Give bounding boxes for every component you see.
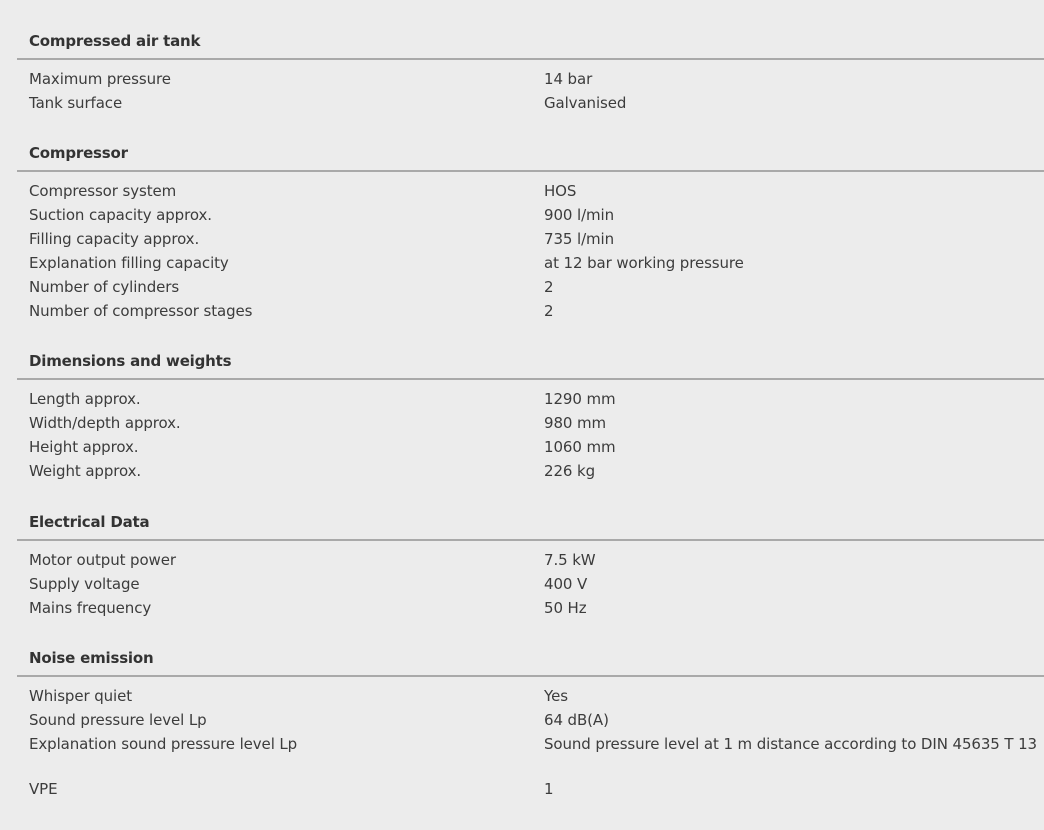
section-title: Compressed air tank [29,32,201,50]
section-title: Compressor [29,144,128,162]
spec-label: Tank surface [29,94,123,112]
section-dimensions-and-weights [17,320,1044,483]
section-noise-emission [17,617,1044,756]
spec-row-explanation-sound-pressure-level [17,732,1044,756]
section-header [17,320,1044,380]
section-compressor [17,112,1044,323]
spec-label: Length approx. [29,390,141,408]
section-header [17,0,1044,60]
spec-row-vpe [17,777,1044,801]
spec-row-sound-pressure-level [17,708,1044,732]
section-title: Electrical Data [29,513,150,531]
spec-label: Motor output power [29,551,176,569]
spec-row-weight [17,459,1044,483]
spec-row-filling-capacity [17,227,1044,251]
spec-row-length [17,387,1044,411]
spec-row-number-of-cylinders [17,275,1044,299]
spec-label: VPE [29,780,58,798]
section-header [17,481,1044,541]
spec-value: 14 bar [544,70,593,88]
section-compressed-air-tank [17,0,1044,115]
spec-value: 226 kg [544,462,596,480]
spec-value: HOS [544,182,577,200]
spec-value: Sound pressure level at 1 m distance according to DIN 45635 T 13 [544,735,1038,753]
spec-label: Mains frequency [29,599,152,617]
spec-label: Number of compressor stages [29,302,253,320]
spec-row-suction-capacity [17,203,1044,227]
spec-value: 7.5 kW [544,551,596,569]
spec-label: Weight approx. [29,462,142,480]
spec-value: at 12 bar working pressure [544,254,744,272]
spec-label: Number of cylinders [29,278,180,296]
spec-label: Maximum pressure [29,70,171,88]
spec-value: 1290 mm [544,390,616,408]
spec-row-width-depth [17,411,1044,435]
spec-value: 50 Hz [544,599,587,617]
spec-label: Suction capacity approx. [29,206,212,224]
spec-label: Explanation sound pressure level Lp [29,735,298,753]
spec-row-height [17,435,1044,459]
spec-row-whisper-quiet [17,684,1044,708]
spec-label: Whisper quiet [29,687,133,705]
section-title: Noise emission [29,649,154,667]
spec-label: Height approx. [29,438,139,456]
spec-row-supply-voltage [17,572,1044,596]
spec-value: 1060 mm [544,438,616,456]
spec-value: 1 [544,780,554,798]
section-electrical-data [17,481,1044,620]
spec-label: Supply voltage [29,575,140,593]
spec-label: Width/depth approx. [29,414,181,432]
spec-row-compressor-system [17,179,1044,203]
spec-extra [17,777,1044,801]
spec-value: 735 l/min [544,230,615,248]
spec-value: 64 dB(A) [544,711,609,729]
spec-value: 900 l/min [544,206,615,224]
spec-value: Galvanised [544,94,627,112]
section-header [17,112,1044,172]
section-title: Dimensions and weights [29,352,232,370]
spec-label: Filling capacity approx. [29,230,200,248]
section-header [17,617,1044,677]
spec-value: Yes [544,687,568,705]
spec-value: 980 mm [544,414,607,432]
spec-label: Compressor system [29,182,177,200]
spec-label: Sound pressure level Lp [29,711,207,729]
spec-row-explanation-filling-capacity [17,251,1044,275]
spec-label: Explanation filling capacity [29,254,229,272]
spec-value: 400 V [544,575,588,593]
spec-row-motor-output-power [17,548,1044,572]
spec-row-maximum-pressure [17,67,1044,91]
spec-value: 2 [544,278,554,296]
spec-value: 2 [544,302,554,320]
